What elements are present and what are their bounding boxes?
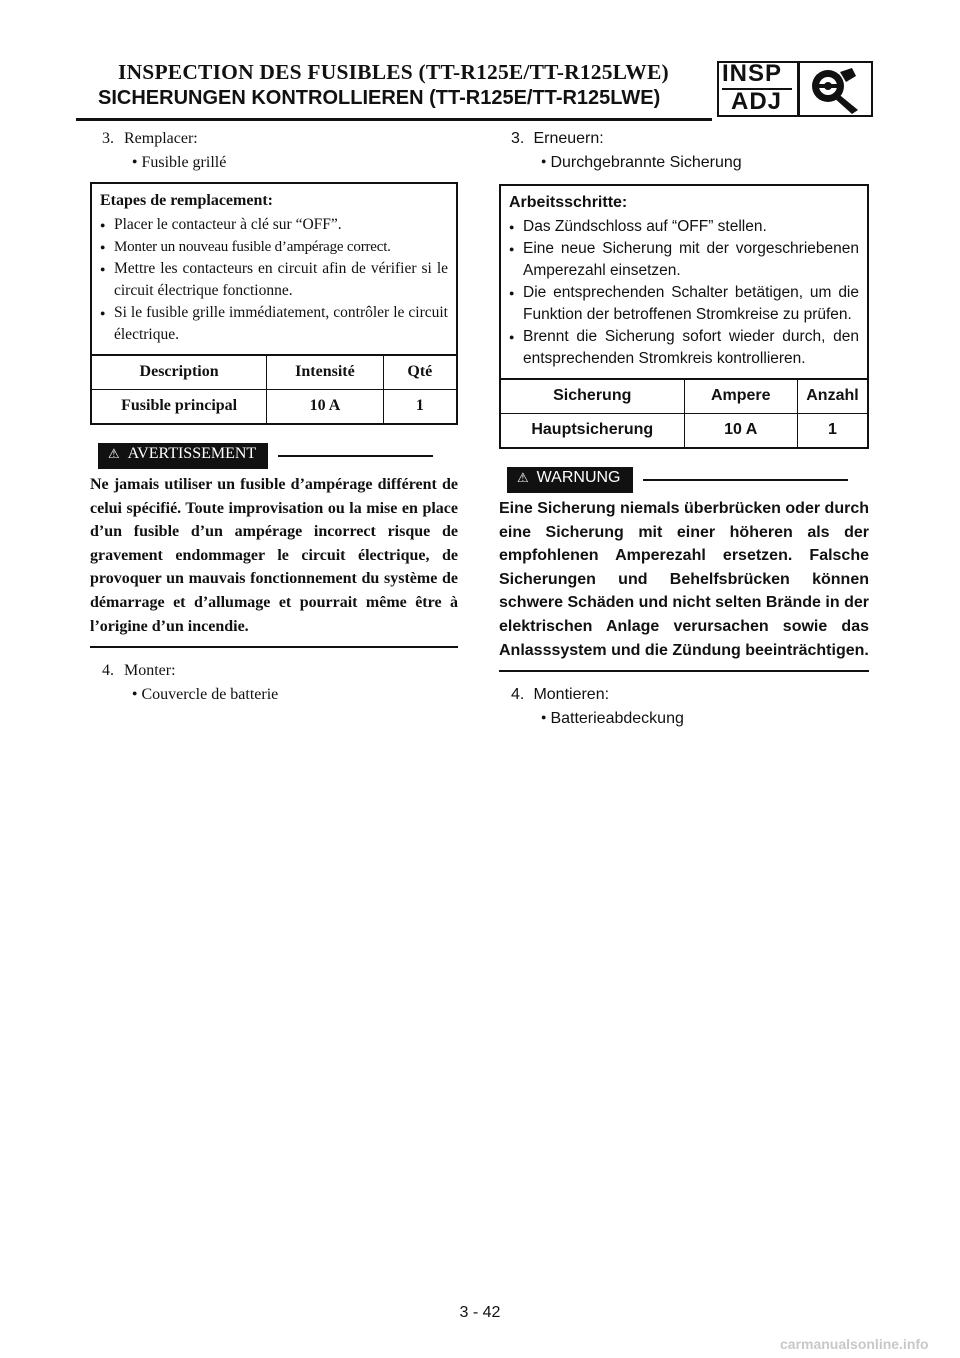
page-number: 3 - 42 xyxy=(459,1304,501,1321)
step-3 xyxy=(499,128,869,150)
procedure-item: ● Die entsprechenden Schalter betätigen, um die Funktion der betroffenen Stromkreise zu prüfen. xyxy=(509,282,859,326)
step-label: Erneuern: xyxy=(533,130,604,147)
table-cell: 1 xyxy=(797,413,867,447)
table-row xyxy=(501,413,867,447)
warning-label: WARNUNG xyxy=(536,469,621,486)
table-header-row xyxy=(501,379,867,413)
warning-block xyxy=(90,443,458,648)
table-header: Sicherung xyxy=(501,379,684,413)
badge-adj: ADJ xyxy=(731,88,783,115)
spec-table xyxy=(501,378,867,447)
table-header: Qté xyxy=(407,363,433,381)
procedure-item: ● Brennt die Sicherung sofort wieder durch, den entsprechenden Stromkreis kontrollieren. xyxy=(509,326,859,370)
table-cell: 1 xyxy=(383,389,456,423)
step-item: ● Couvercle de batterie xyxy=(90,682,458,706)
spec-table xyxy=(92,354,456,423)
warning-badge xyxy=(98,443,268,469)
page-title-fr: INSPECTION DES FUSIBLES (TT-R125E/TT-R125LWE) xyxy=(118,60,669,84)
step-label: Remplacer: xyxy=(124,130,198,147)
step-4 xyxy=(499,684,869,706)
step-4 xyxy=(90,660,458,682)
step-number: 4. xyxy=(511,686,525,704)
procedure-box xyxy=(499,184,869,449)
step-item: ● Durchgebrannte Sicherung xyxy=(499,150,869,174)
table-header-row xyxy=(92,355,456,389)
table-row xyxy=(92,389,456,423)
warning-end-rule xyxy=(499,670,869,672)
warning-badge xyxy=(507,467,633,493)
procedure-item: ● Placer le contacteur à clé sur “OFF”. xyxy=(100,214,448,236)
table-header: Ampere xyxy=(684,379,797,413)
badge-separator xyxy=(797,61,800,117)
step-number: 3. xyxy=(511,130,525,147)
procedure-box xyxy=(90,182,458,425)
step-number: 3. xyxy=(102,130,114,147)
table-cell: Hauptsicherung xyxy=(501,413,684,447)
step-3 xyxy=(90,128,458,150)
procedure-list xyxy=(92,214,456,354)
wrench-gear-icon xyxy=(806,64,866,114)
table-cell: 10 A xyxy=(267,389,383,423)
german-column xyxy=(499,128,869,730)
procedure-item: ● Monter un nouveau fusible d’ampérage correct. xyxy=(100,236,448,258)
page-title-de: SICHERUNGEN KONTROLLIEREN (TT-R125E/TT-R125LWE) xyxy=(98,87,661,109)
table-header: Intensité xyxy=(267,355,383,389)
table-header: Description xyxy=(92,355,267,389)
procedure-item: ● Eine neue Sicherung mit der vorgeschriebenen Amperezahl einsetzen. xyxy=(509,238,859,282)
header-rule xyxy=(76,118,712,121)
table-cell: Fusible principal xyxy=(92,389,267,423)
table-cell: 10 A xyxy=(684,413,797,447)
warning-text: Ne jamais utiliser un fusible d’ampérage différent de celui spécifié. Toute improvisation ou la mise en place d’un fusible d’un ampérage incorrect risque de gravement endommager le circuit électrique, de provoquer un mauvais fonctionnement du système de démarrage et d’allumage et pourrait même être à l’origine d’un incendie. xyxy=(90,476,458,635)
procedure-item: ● Mettre les contacteurs en circuit afin de vérifier si le circuit électrique fonctionne. xyxy=(100,258,448,302)
french-column xyxy=(90,128,458,706)
warning-text: Eine Sicherung niemals überbrücken oder durch eine Sicherung mit einer höheren als der empfohlenen Amperezahl ersetzen. Falsche Sicherungen und Behelfsbrücken können schwere Schäden und nicht selten Brände in der elektrischen Anlage verursachen sowie das Anlasssystem und die Zündung beeinträchtigen. xyxy=(499,500,869,659)
warning-rule xyxy=(643,479,848,481)
step-item: ● Batterieabdeckung xyxy=(499,706,869,730)
warning-rule xyxy=(278,455,433,457)
procedure-item: ● Si le fusible grille immédiatement, contrôler le circuit électrique. xyxy=(100,302,448,346)
warning-icon: ⚠ xyxy=(108,446,120,461)
step-label: Montieren: xyxy=(533,686,610,704)
warning-end-rule xyxy=(90,646,458,648)
watermark: carmanualsonline.info xyxy=(780,1336,929,1352)
procedure-list xyxy=(501,216,867,378)
badge-insp: INSP xyxy=(722,60,783,87)
table-header: Anzahl xyxy=(806,387,859,405)
warning-icon: ⚠ xyxy=(517,470,529,485)
procedure-item: ● Das Zündschloss auf “OFF” stellen. xyxy=(509,216,859,238)
step-item: ● Fusible grillé xyxy=(90,150,458,174)
step-label: Monter: xyxy=(124,662,176,680)
step-number: 4. xyxy=(102,662,114,680)
warning-block xyxy=(499,467,869,672)
procedure-title: Etapes de remplacement: xyxy=(100,192,273,209)
procedure-title: Arbeitsschritte: xyxy=(509,194,628,211)
warning-label: AVERTISSEMENT xyxy=(127,445,257,462)
